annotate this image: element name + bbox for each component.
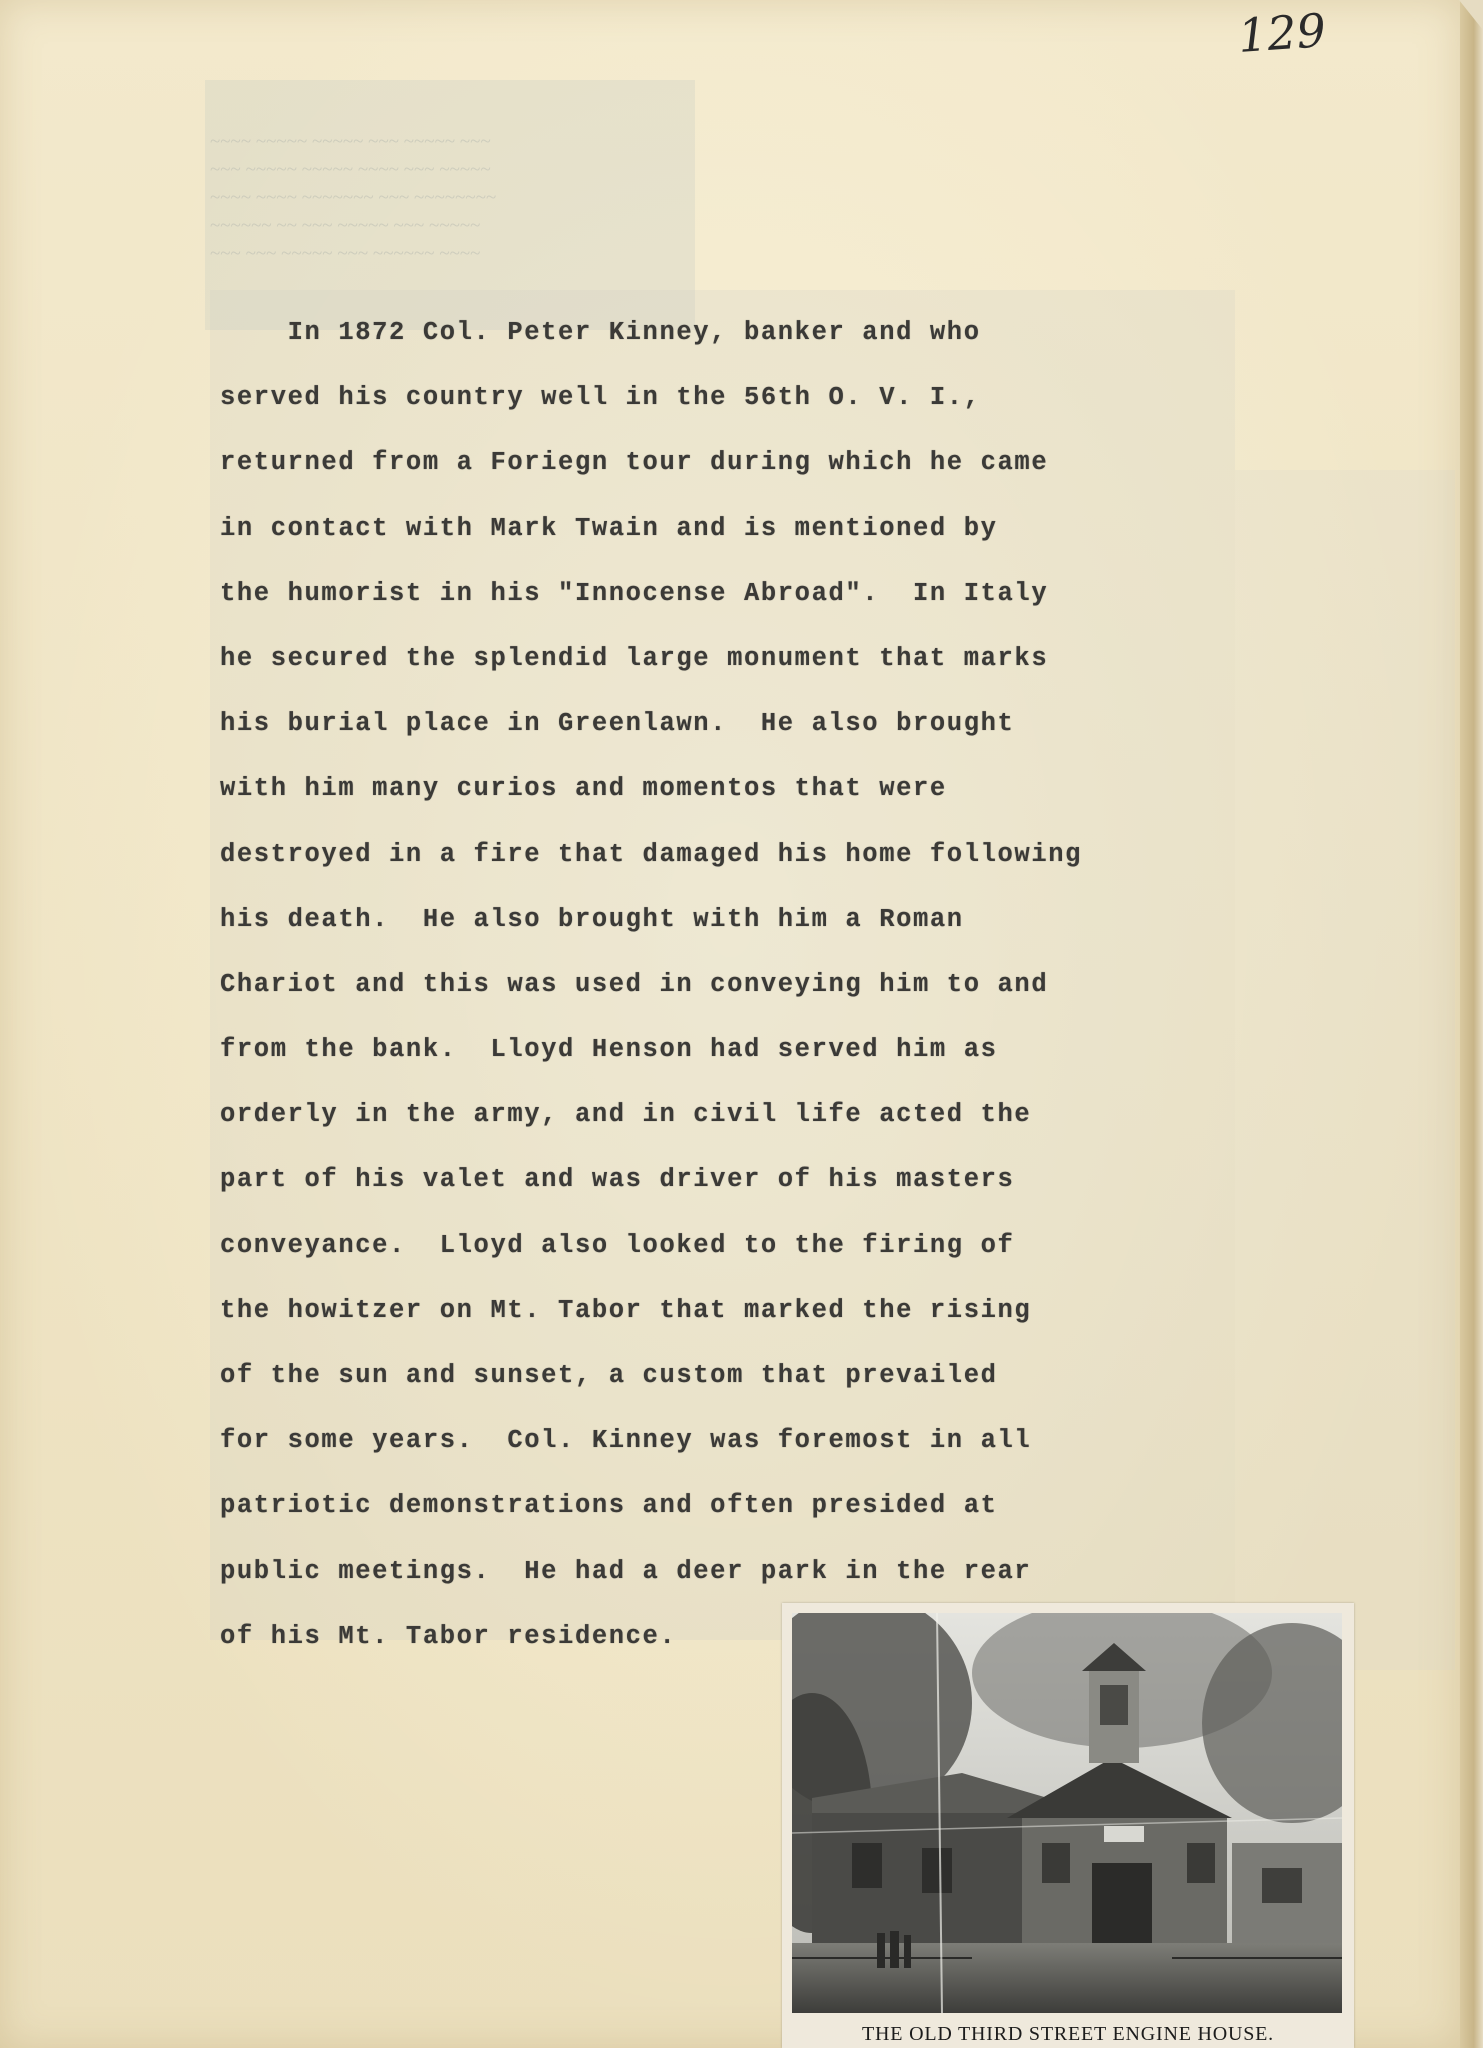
text-line: In 1872 Col. Peter Kinney, banker and who (220, 318, 981, 347)
bleed-through-block (1235, 470, 1455, 1670)
page-edge (1460, 0, 1483, 2048)
text-line: the howitzer on Mt. Tabor that marked the rising (220, 1295, 1032, 1325)
text-line: from the bank. Lloyd Henson had served him as (220, 1035, 998, 1065)
text-line: part of his valet and was driver of his masters (220, 1165, 1015, 1195)
page-number: 129 (1236, 3, 1328, 63)
text-line: for some years. Col. Kinney was foremost in all (220, 1426, 1032, 1456)
engine-house-photo (792, 1613, 1342, 2013)
text-line: patriotic demonstrations and often presided at (220, 1491, 998, 1521)
bleed-through-text: ~~~~ ~~~~~ ~~~~~ ~~~ ~~~~~ ~~~ ~~~ ~~~~~ ~~~~~ ~~~~ ~~~ ~~~~~ ~~~~ ~~~~ ~~~~~~~ ~~~ ~~~~~~~~ ~~~~~~ ~~ ~~~ ~~~~~ ~~~ ~~~~~ ~~~ ~~~ ~~~~~ ~~~ ~~~~~~ ~~~~ (210, 131, 497, 264)
text-line: with him many curios and momentos that were (220, 774, 947, 804)
text-line: Chariot and this was used in conveying him to and (220, 969, 1049, 999)
text-line: in contact with Mark Twain and is mentioned by (220, 513, 998, 543)
typed-body-text (220, 318, 1082, 1687)
text-line: his death. He also brought with him a Roman (220, 904, 964, 934)
text-line: his burial place in Greenlawn. He also brought (220, 709, 1015, 739)
text-line: of his Mt. Tabor residence. (220, 1621, 677, 1651)
text-line: orderly in the army, and in civil life acted the (220, 1100, 1032, 1130)
text-line: served his country well in the 56th O. V. I., (220, 383, 981, 413)
text-line: public meetings. He had a deer park in the rear (220, 1556, 1032, 1586)
text-line: he secured the splendid large monument that marks (220, 643, 1049, 673)
text-line: conveyance. Lloyd also looked to the firing of (220, 1230, 1015, 1260)
text-line: of the sun and sunset, a custom that prevailed (220, 1361, 998, 1390)
photo-caption: THE OLD THIRD STREET ENGINE HOUSE. (862, 2023, 1274, 2045)
newspaper-clipping (782, 1603, 1354, 2048)
text-line: destroyed in a fire that damaged his home following (220, 839, 1083, 869)
text-line: the humorist in his "Innocense Abroad". In Italy (220, 578, 1049, 608)
text-line: returned from a Foriegn tour during which he came (220, 448, 1049, 478)
